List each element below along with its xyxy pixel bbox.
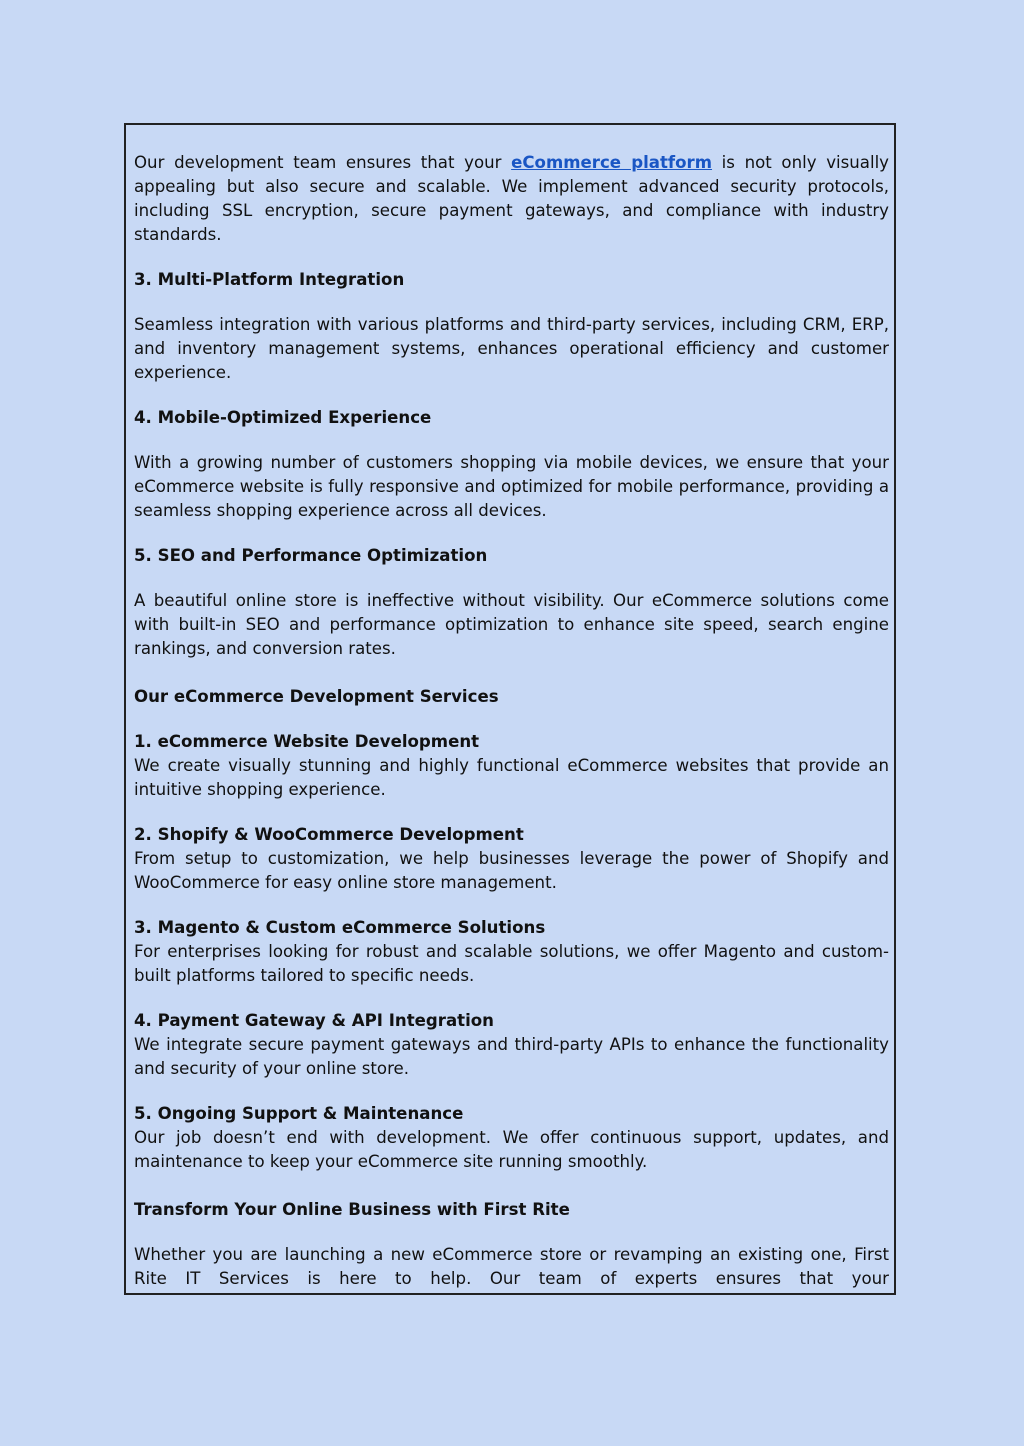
service-body-magento: For enterprises looking for robust and scalable solutions, we offer Magento and custom-built platforms tailored to specific needs. [134, 942, 889, 985]
feature-heading-seo: 5. SEO and Performance Optimization [134, 546, 488, 565]
page-frame [124, 123, 896, 1295]
service-body-support: Our job doesn’t end with development. We offer continuous support, updates, and maintenance to keep your eCommerce site running smoothly. [134, 1128, 889, 1171]
intro-text-start: Our development team ensures that your [134, 153, 512, 172]
services-section-title: Our eCommerce Development Services [134, 687, 499, 706]
service-body-website: We create visually stunning and highly functional eCommerce websites that provide an intuitive shopping experience. [134, 756, 889, 799]
intro-paragraph [134, 151, 889, 247]
closing-paragraph: Whether you are launching a new eCommerce store or revamping an existing one, First Rite IT Services is here to help. Our team of experts ensures that your [134, 1245, 889, 1288]
service-heading-shopify: 2. Shopify & WooCommerce Development [134, 825, 524, 844]
closing-title: Transform Your Online Business with First Rite [134, 1200, 570, 1219]
feature-heading-multi-platform: 3. Multi-Platform Integration [134, 270, 405, 289]
service-heading-support: 5. Ongoing Support & Maintenance [134, 1104, 464, 1123]
document-content [134, 151, 889, 1291]
service-heading-website: 1. eCommerce Website Development [134, 732, 480, 751]
feature-body-multi-platform: Seamless integration with various platforms and third-party services, including CRM, ERP, and inventory management systems, enhances operational efficiency and customer experience. [134, 315, 889, 382]
service-heading-payment: 4. Payment Gateway & API Integration [134, 1011, 494, 1030]
service-heading-magento: 3. Magento & Custom eCommerce Solutions [134, 918, 546, 937]
feature-body-mobile: With a growing number of customers shopping via mobile devices, we ensure that your eCommerce website is fully responsive and optimized for mobile performance, providing a seamless shopping experience across all devices. [134, 453, 889, 520]
service-body-payment: We integrate secure payment gateways and third-party APIs to enhance the functionality and security of your online store. [134, 1035, 889, 1078]
feature-body-seo: A beautiful online store is ineffective without visibility. Our eCommerce solutions come with built-in SEO and performance optimization to enhance site speed, search engine rankings, and conversion rates. [134, 591, 889, 658]
ecommerce-platform-link[interactable]: eCommerce platform [511, 153, 713, 172]
service-body-shopify: From setup to customization, we help businesses leverage the power of Shopify and WooCommerce for easy online store management. [134, 849, 889, 892]
intro-text-end: is not only visually appealing but also secure and scalable. We implement advanced security protocols, including SSL encryption, secure payment gateways, and compliance with industry standards. [134, 153, 889, 244]
feature-heading-mobile: 4. Mobile-Optimized Experience [134, 408, 432, 427]
